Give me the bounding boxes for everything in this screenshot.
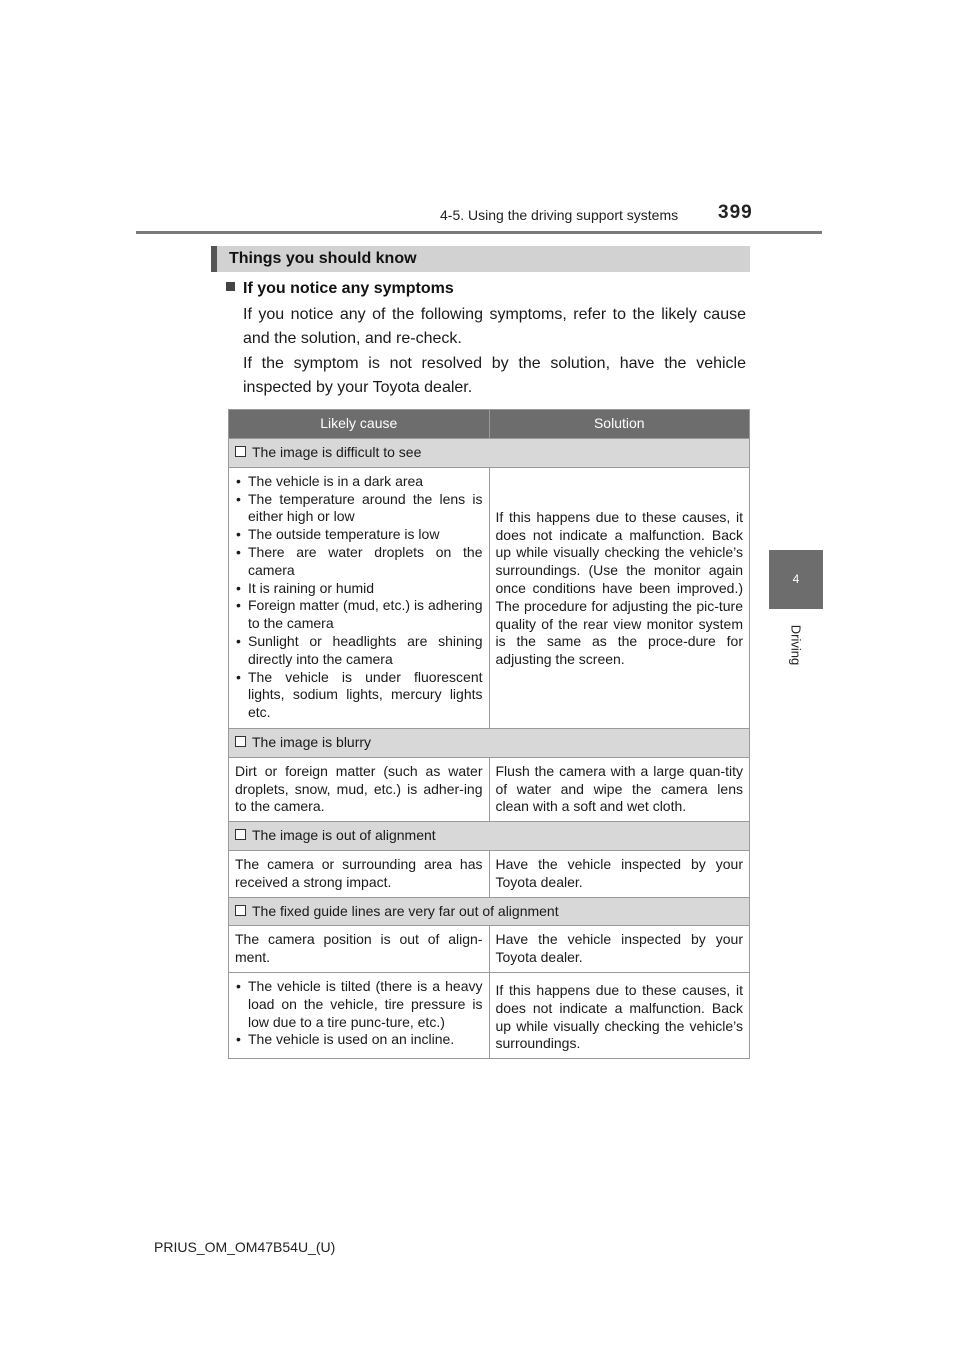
cause-cell: The camera position is out of align-ment. xyxy=(229,926,490,973)
header-rule xyxy=(136,231,822,234)
list-item: • It is raining or humid xyxy=(235,580,483,598)
paragraph: If you notice any of the following symptoms, refer to the likely cause and the solution, and re-check. xyxy=(243,306,746,347)
things-you-should-know-bar xyxy=(211,246,750,272)
list-item: • There are water droplets on the camera xyxy=(235,544,483,580)
footer-code: PRIUS_OM_OM47B54U_(U) xyxy=(154,1239,336,1255)
column-header: Solution xyxy=(489,410,750,439)
chapter-tab[interactable] xyxy=(769,550,823,609)
chapter-number: 4 xyxy=(792,572,800,586)
paragraph: If the symptom is not resolved by the solution, have the vehicle inspected by your Toyota dealer. xyxy=(243,355,746,396)
table-row xyxy=(229,757,750,821)
category-row xyxy=(229,439,750,468)
table-row xyxy=(229,926,750,973)
page-number: 399 xyxy=(718,202,753,223)
solution-cell: If this happens due to these causes, it does not indicate a malfunction. Back up while visually checking the vehicle’s surroundings. (Use the monitor again once conditions have been improved.) The procedure for adjusting the pic-ture quality of the rear view monitor system is the same as the proce-dure for adjusting the screen. xyxy=(489,467,750,728)
list-item: • The vehicle is tilted (there is a heavy load on the vehicle, tire pressure is low due to a tire punc-ture, etc.) xyxy=(235,978,483,1031)
section-title: 4-5. Using the driving support systems xyxy=(440,207,679,223)
cause-cell: The camera or surrounding area has received a strong impact. xyxy=(229,850,490,897)
category-row xyxy=(229,822,750,851)
symptom-table xyxy=(228,409,750,1059)
list-item: • The vehicle is under fluorescent lights, sodium lights, mercury lights etc. xyxy=(235,669,483,722)
category-label: The image is difficult to see xyxy=(252,444,422,460)
solution-cell: Have the vehicle inspected by your Toyota dealer. xyxy=(489,926,750,973)
table-row xyxy=(229,972,750,1058)
checkbox-icon xyxy=(235,736,246,747)
list-item: • Sunlight or headlights are shining directly into the camera xyxy=(235,633,483,669)
table-row xyxy=(229,467,750,728)
solution-cell: Flush the camera with a large quan-tity of water and wipe the camera lens clean with a soft and wet cloth. xyxy=(489,757,750,821)
square-bullet-icon xyxy=(226,282,235,291)
cause-list xyxy=(235,473,483,722)
solution-cell: Have the vehicle inspected by your Toyota dealer. xyxy=(489,850,750,897)
table-header-row xyxy=(229,410,750,439)
cause-cell: Dirt or foreign matter (such as water droplets, snow, mud, etc.) is adher-ing to the camera. xyxy=(229,757,490,821)
box-title: Things you should know xyxy=(229,250,417,267)
checkbox-icon xyxy=(235,446,246,457)
checkbox-icon xyxy=(235,829,246,840)
subheading: If you notice any symptoms xyxy=(226,280,454,298)
category-label: The image is out of alignment xyxy=(252,827,436,844)
checkbox-icon xyxy=(235,905,246,916)
list-item: • The vehicle is in a dark area xyxy=(235,473,483,491)
list-item: • The temperature around the lens is either high or low xyxy=(235,491,483,527)
list-item: • Foreign matter (mud, etc.) is adhering to the camera xyxy=(235,597,483,633)
category-label: The fixed guide lines are very far out of alignment xyxy=(252,902,559,919)
table-row xyxy=(229,850,750,897)
list-item: • The outside temperature is low xyxy=(235,526,483,544)
cause-list xyxy=(235,978,483,1049)
column-header: Likely cause xyxy=(229,410,490,439)
category-row xyxy=(229,897,750,926)
list-item: • The vehicle is used on an incline. xyxy=(235,1031,483,1049)
category-label: The image is blurry xyxy=(252,733,372,750)
category-row xyxy=(229,728,750,757)
solution-cell: If this happens due to these causes, it does not indicate a malfunction. Back up while visually checking the vehicle’s surroundings. xyxy=(489,972,750,1058)
chapter-label: Driving xyxy=(788,624,804,666)
